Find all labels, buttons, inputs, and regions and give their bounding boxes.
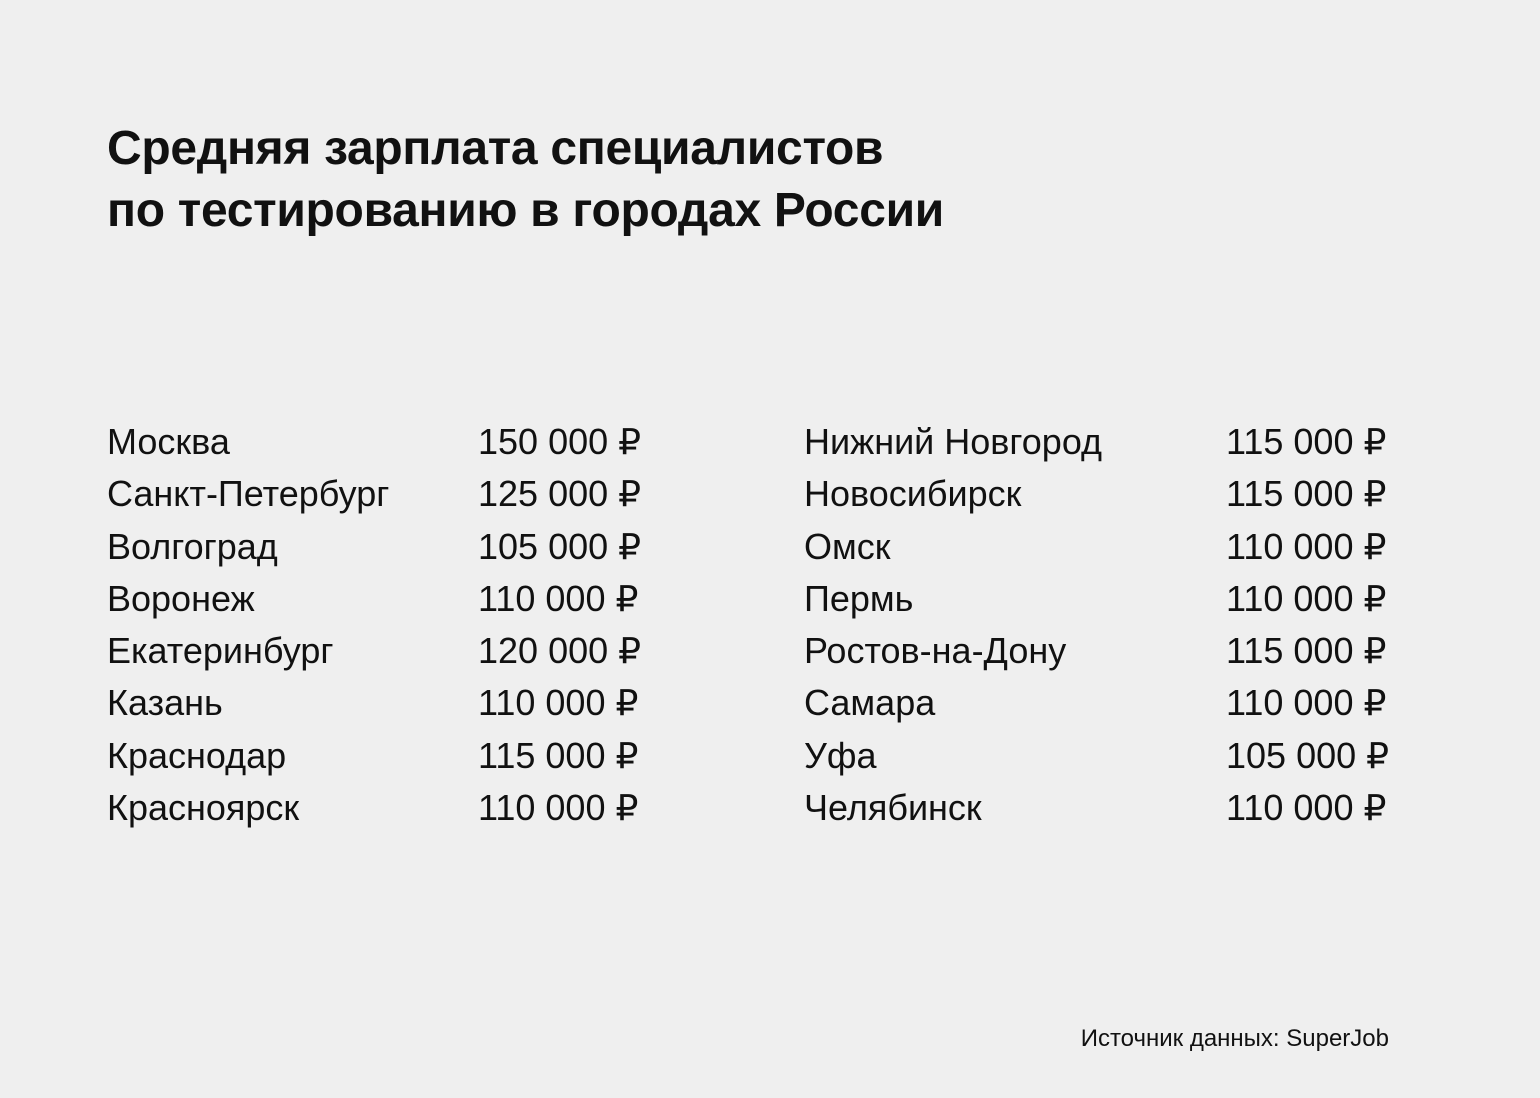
salary-value: 120 000 ₽ (478, 630, 642, 672)
city-name: Краснодар (107, 734, 287, 776)
city-name: Омск (804, 525, 891, 567)
city-name: Красноярск (107, 787, 300, 829)
salary-value: 110 000 ₽ (478, 682, 639, 724)
city-name: Казань (107, 682, 223, 724)
city-name: Санкт-Петербург (107, 473, 390, 515)
salary-value: 110 000 ₽ (1226, 682, 1387, 724)
city-name: Самара (804, 682, 936, 724)
salary-value: 150 000 ₽ (478, 421, 642, 462)
salary-value: 115 000 ₽ (478, 734, 639, 776)
salary-value: 110 000 ₽ (1226, 525, 1387, 567)
salary-value: 105 000 ₽ (1226, 734, 1390, 776)
city-name: Волгоград (107, 525, 278, 567)
salary-value: 105 000 ₽ (478, 525, 642, 567)
city-name: Екатеринбург (107, 630, 334, 672)
city-name: Уфа (804, 734, 877, 776)
salary-value: 115 000 ₽ (1226, 421, 1387, 462)
salary-value: 110 000 ₽ (1226, 787, 1387, 829)
title-line-1: Средняя зарплата специалистов (107, 122, 884, 175)
city-name: Москва (107, 421, 230, 462)
city-name: Воронеж (107, 577, 255, 619)
city-name: Нижний Новгород (804, 421, 1103, 462)
city-name: Ростов-на-Дону (804, 630, 1067, 672)
salary-value: 115 000 ₽ (1226, 473, 1387, 515)
salary-value: 110 000 ₽ (1226, 577, 1387, 619)
city-name: Новосибирск (804, 473, 1022, 515)
page-title (107, 118, 1207, 242)
salary-value: 115 000 ₽ (1226, 630, 1387, 672)
salary-value: 125 000 ₽ (478, 473, 642, 515)
city-name: Пермь (804, 577, 914, 619)
salary-value: 110 000 ₽ (478, 577, 639, 619)
city-name: Челябинск (804, 787, 982, 829)
title-line-2: по тестированию в городах России (107, 184, 945, 237)
salary-value: 110 000 ₽ (478, 787, 639, 829)
data-source-note: Источник данных: SuperJob (1080, 1025, 1389, 1052)
